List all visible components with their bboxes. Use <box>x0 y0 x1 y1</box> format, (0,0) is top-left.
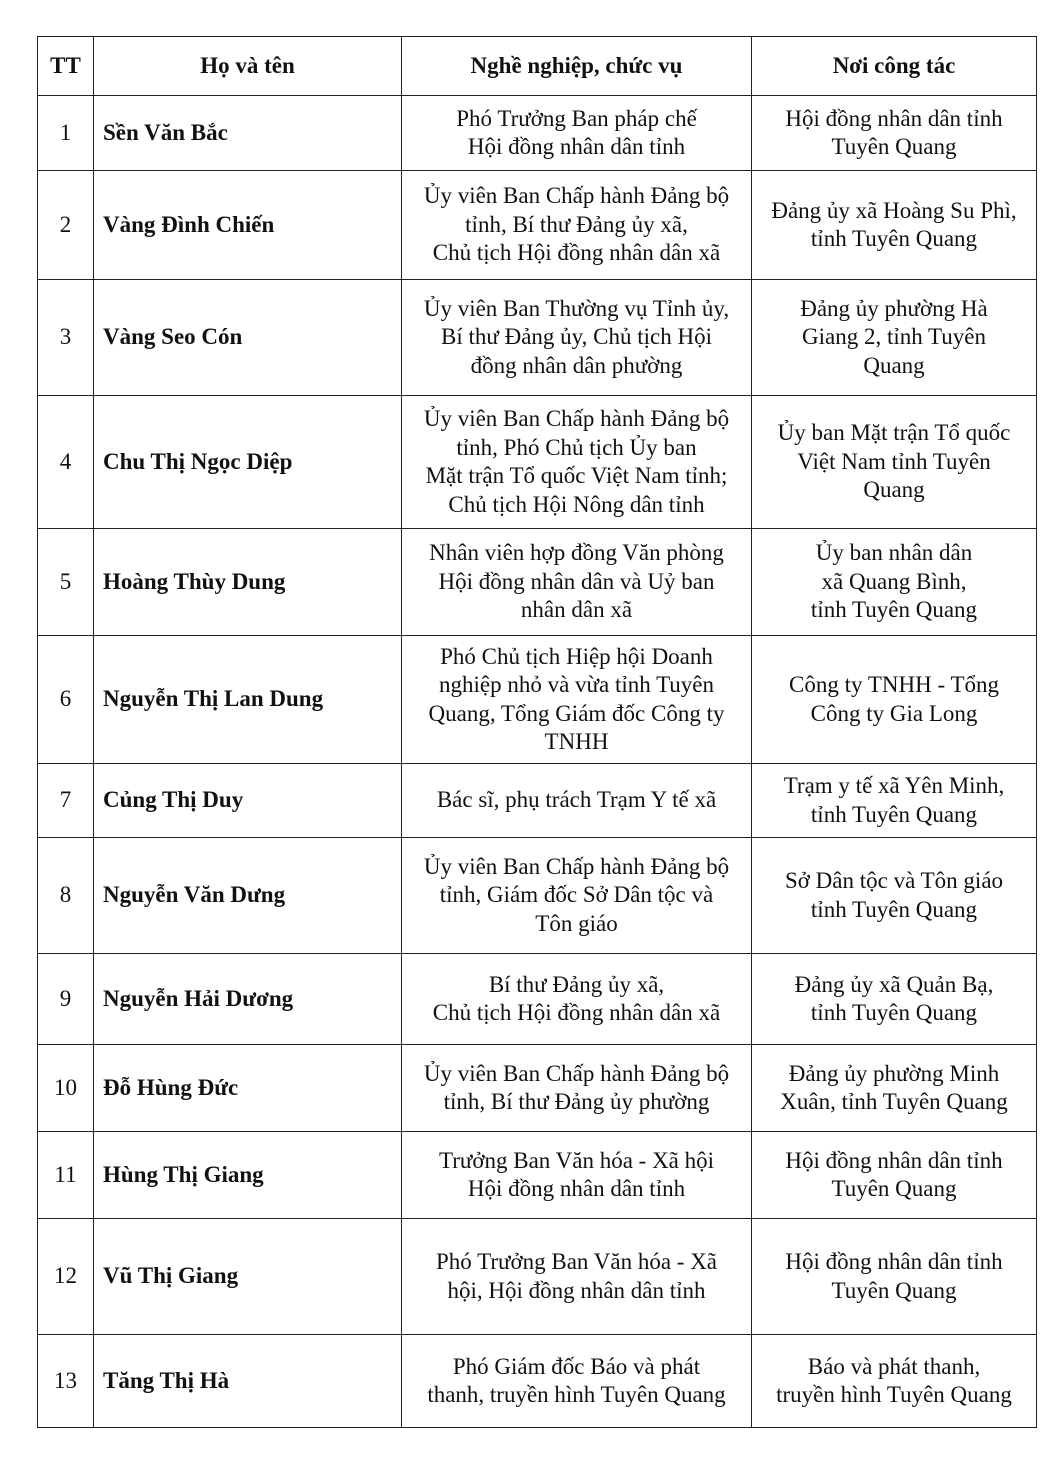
workplace <box>752 1045 1037 1132</box>
row-number: 8 <box>38 838 94 954</box>
row-number: 4 <box>38 396 94 529</box>
workplace-line: xã Quang Bình, <box>821 568 967 594</box>
workplace-line: tỉnh Tuyên Quang <box>810 597 978 623</box>
table-row <box>38 96 1037 171</box>
row-number: 1 <box>38 96 94 171</box>
member-name: Nguyễn Văn Dưng <box>94 838 402 954</box>
member-name: Hùng Thị Giang <box>94 1132 402 1219</box>
workplace-line: tỉnh Tuyên Quang <box>810 896 978 922</box>
job-title <box>402 1045 752 1132</box>
workplace <box>752 636 1037 764</box>
job-title-line: đồng nhân dân phường <box>470 352 683 378</box>
workplace <box>752 1132 1037 1219</box>
member-name: Củng Thị Duy <box>94 764 402 838</box>
table-row <box>38 838 1037 954</box>
workplace-line: Ủy ban nhân dân <box>815 540 973 566</box>
workplace <box>752 529 1037 636</box>
workplace <box>752 280 1037 396</box>
table-row <box>38 529 1037 636</box>
job-title <box>402 96 752 171</box>
table-row <box>38 1219 1037 1335</box>
job-title <box>402 1132 752 1219</box>
job-title <box>402 529 752 636</box>
workplace-line: Quang <box>863 477 925 503</box>
job-title-line: Chủ tịch Hội Nông dân tỉnh <box>448 491 705 517</box>
workplace-line: Đảng ủy phường Hà <box>800 295 988 321</box>
member-name: Đỗ Hùng Đức <box>94 1045 402 1132</box>
job-title <box>402 636 752 764</box>
workplace-line: Hội đồng nhân dân tỉnh <box>785 1147 1003 1173</box>
row-number: 2 <box>38 171 94 280</box>
row-number: 11 <box>38 1132 94 1219</box>
job-title-line: nhân dân xã <box>520 597 633 623</box>
table-row <box>38 171 1037 280</box>
job-title-line: Ủy viên Ban Chấp hành Đảng bộ <box>423 853 730 879</box>
header-name: Họ và tên <box>94 37 402 96</box>
job-title-line: tỉnh, Bí thư Đảng ủy phường <box>443 1089 710 1114</box>
header-job: Nghề nghiệp, chức vụ <box>402 37 752 96</box>
workplace-line: Ủy ban Mặt trận Tổ quốc <box>777 420 1011 446</box>
table-header <box>38 37 1037 96</box>
table-body <box>38 96 1037 1428</box>
row-number: 6 <box>38 636 94 764</box>
job-title-line: Hội đồng nhân dân và Uỷ ban <box>438 568 715 594</box>
header-row <box>38 37 1037 96</box>
job-title-line: Phó Trưởng Ban pháp chế <box>456 105 697 131</box>
job-title-line: Nhân viên hợp đồng Văn phòng <box>429 540 724 566</box>
workplace-line: Giang 2, tỉnh Tuyên <box>801 324 987 350</box>
workplace-line: Đảng ủy phường Minh <box>788 1060 1000 1086</box>
job-title-line: thanh, truyền hình Tuyên Quang <box>427 1382 726 1407</box>
row-number: 13 <box>38 1335 94 1428</box>
job-title-line: tỉnh, Giám đốc Sở Dân tộc và <box>439 882 714 908</box>
header-workplace: Nơi công tác <box>752 37 1037 96</box>
job-title-line: Ủy viên Ban Thường vụ Tỉnh ủy, <box>423 295 730 321</box>
member-name: Vàng Seo Cón <box>94 280 402 396</box>
workplace-line: Công ty Gia Long <box>810 700 978 726</box>
workplace <box>752 954 1037 1045</box>
workplace <box>752 838 1037 954</box>
table-row <box>38 636 1037 764</box>
table-row <box>38 1335 1037 1428</box>
job-title-line: Tôn giáo <box>535 910 618 936</box>
member-table <box>37 36 1037 1428</box>
job-title-line: hội, Hội đồng nhân dân tỉnh <box>447 1277 706 1303</box>
table-row <box>38 1132 1037 1219</box>
workplace-line: Tuyên Quang <box>831 134 957 159</box>
workplace-line: tỉnh Tuyên Quang <box>810 1000 978 1025</box>
workplace-line: Đảng ủy xã Hoàng Su Phì, <box>771 197 1017 223</box>
member-name: Vũ Thị Giang <box>94 1219 402 1335</box>
job-title-line: TNHH <box>544 729 609 754</box>
job-title <box>402 954 752 1045</box>
table-row <box>38 396 1037 529</box>
workplace-line: Sở Dân tộc và Tôn giáo <box>784 868 1004 893</box>
job-title <box>402 838 752 954</box>
row-number: 9 <box>38 954 94 1045</box>
workplace-line: Tuyên Quang <box>831 1277 957 1303</box>
row-number: 12 <box>38 1219 94 1335</box>
row-number: 7 <box>38 764 94 838</box>
job-title-line: nghiệp nhỏ và vừa tỉnh Tuyên <box>438 672 715 697</box>
member-name: Tăng Thị Hà <box>94 1335 402 1428</box>
row-number: 10 <box>38 1045 94 1132</box>
workplace-line: Đảng ủy xã Quản Bạ, <box>794 971 994 997</box>
job-title-line: Ủy viên Ban Chấp hành Đảng bộ <box>423 1060 730 1086</box>
workplace <box>752 96 1037 171</box>
job-title-line: Quang, Tổng Giám đốc Công ty <box>428 700 725 726</box>
job-title-line: Hội đồng nhân dân tỉnh <box>467 1176 686 1201</box>
table-row <box>38 280 1037 396</box>
table-row <box>38 1045 1037 1132</box>
member-name: Sền Văn Bắc <box>94 96 402 171</box>
table-row <box>38 954 1037 1045</box>
workplace-line: Quang <box>863 352 925 378</box>
job-title <box>402 764 752 838</box>
workplace-line: Hội đồng nhân dân tỉnh <box>785 1249 1003 1274</box>
workplace <box>752 1335 1037 1428</box>
workplace <box>752 396 1037 529</box>
row-number: 5 <box>38 529 94 636</box>
job-title <box>402 396 752 529</box>
job-title-line: Trưởng Ban Văn hóa - Xã hội <box>438 1147 715 1173</box>
job-title-line: Hội đồng nhân dân tỉnh <box>467 134 686 159</box>
member-name: Nguyễn Thị Lan Dung <box>94 636 402 764</box>
workplace-line: Xuân, tỉnh Tuyên Quang <box>780 1089 1008 1114</box>
job-title-line: Bí thư Đảng ủy xã, <box>488 971 665 997</box>
workplace-line: Công ty TNHH - Tổng <box>789 672 999 697</box>
job-title-line: Chủ tịch Hội đồng nhân dân xã <box>432 240 721 266</box>
member-name: Nguyễn Hải Dương <box>94 954 402 1045</box>
job-title-line: Ủy viên Ban Chấp hành Đảng bộ <box>423 183 730 209</box>
table-row <box>38 764 1037 838</box>
job-title-line: Phó Giám đốc Báo và phát <box>452 1353 701 1379</box>
job-title-line: Chủ tịch Hội đồng nhân dân xã <box>432 1000 721 1025</box>
workplace <box>752 171 1037 280</box>
member-name: Vàng Đình Chiến <box>94 171 402 280</box>
job-title-line: Bác sĩ, phụ trách Trạm Y tế xã <box>436 787 717 813</box>
member-name: Chu Thị Ngọc Diệp <box>94 396 402 529</box>
header-tt: TT <box>38 37 94 96</box>
workplace-line: tỉnh Tuyên Quang <box>810 801 978 827</box>
job-title <box>402 1335 752 1428</box>
job-title-line: Bí thư Đảng ủy, Chủ tịch Hội <box>441 324 712 350</box>
job-title-line: tỉnh, Phó Chủ tịch Ủy ban <box>456 434 697 460</box>
workplace <box>752 1219 1037 1335</box>
job-title <box>402 171 752 280</box>
workplace-line: Hội đồng nhân dân tỉnh <box>785 105 1003 131</box>
job-title-line: Phó Chủ tịch Hiệp hội Doanh <box>440 643 713 669</box>
member-name: Hoàng Thùy Dung <box>94 529 402 636</box>
workplace-line: Báo và phát thanh, <box>807 1353 981 1379</box>
job-title-line: Mặt trận Tổ quốc Việt Nam tỉnh; <box>425 463 728 488</box>
job-title <box>402 280 752 396</box>
workplace <box>752 764 1037 838</box>
workplace-line: Trạm y tế xã Yên Minh, <box>783 773 1005 798</box>
job-title-line: Ủy viên Ban Chấp hành Đảng bộ <box>423 406 730 431</box>
workplace-line: Việt Nam tỉnh Tuyên <box>797 448 991 474</box>
job-title-line: tỉnh, Bí thư Đảng ủy xã, <box>465 211 688 237</box>
row-number: 3 <box>38 280 94 396</box>
workplace-line: tỉnh Tuyên Quang <box>810 226 978 251</box>
workplace-line: Tuyên Quang <box>831 1176 957 1201</box>
job-title <box>402 1219 752 1335</box>
job-title-line: Phó Trưởng Ban Văn hóa - Xã <box>435 1249 718 1274</box>
workplace-line: truyền hình Tuyên Quang <box>776 1382 1012 1407</box>
